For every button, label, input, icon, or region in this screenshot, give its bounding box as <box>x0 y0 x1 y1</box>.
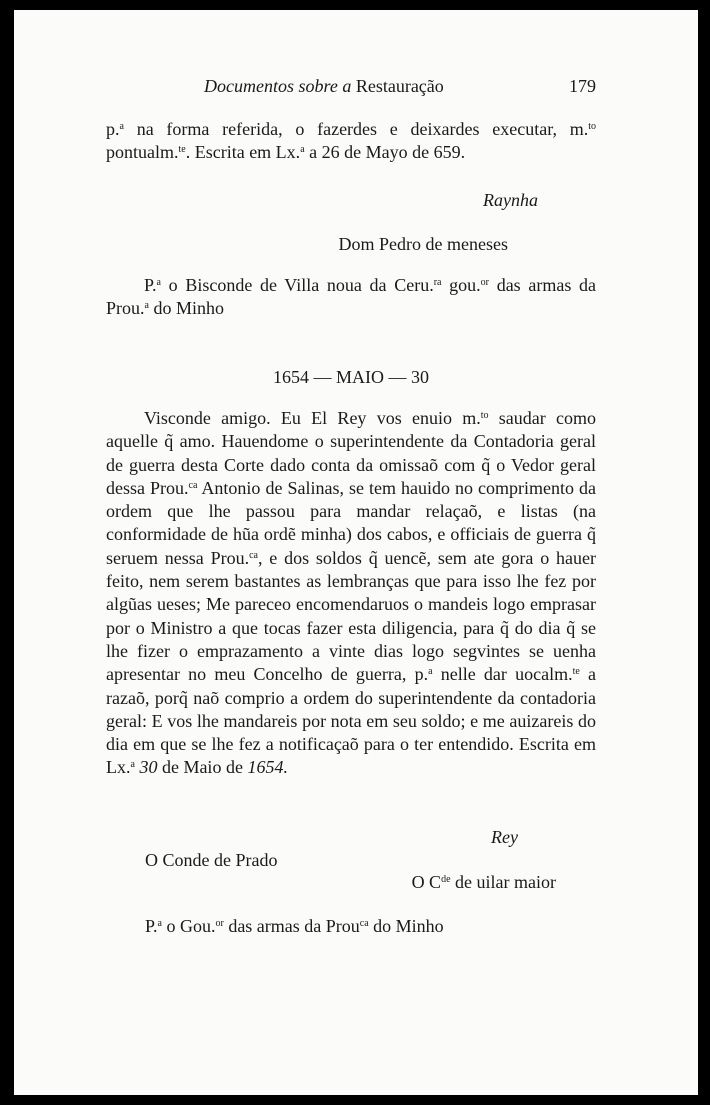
letter2-body: Visconde amigo. Eu El Rey vos enuio m.$^{to}$ saudar como aquelle q̃ amo. Hauendome o superintendente da Contadoria geral de guerra desta Corte dado conta da omissaõ com q̃ o Vedor geral dessa Prou.$^{ca}$ Antonio de Salinas, se tem hauido no comprimento da ordem que lhe passou para mandar relaçaõ, e listas (na conformidade de hũa ordẽ minha) dos cabos, e officiais de guerra q̃ seruem nessa Prou.$^{ca}$, e dos soldos q̃ uencẽ, sem ate gora o hauer feito, nem serem bastantes as lembranças que para isso lhe fez por algũas ueses; Me pareceo encomendaruos o mandeis logo emprasar por o Ministro a que tocas fazer esta diligencia, para q̃ do dia q̃ se lhe fizer o emprazamento a vinte dias logo segvintes se uenha apresentar no meu Concelho de guerra, p.$^a$ nelle dar uocalm.$^{te}$ a razaõ, porq̃ naõ comprio a ordem do superintendente da contadoria geral: E vos lhe mandareis por nota em seu soldo; e me auizareis do dia em que se lhe fez a notificaçaõ para o ter entendido. Escrita em Lx.$^a$ 30 de Maio de 1654. <box>106 408 596 778</box>
letter2-date-heading: 1654 — MAIO — 30 <box>273 367 429 387</box>
letter1-body: p.$^a$ na forma referida, o fazerdes e deixardes executar, m.$^{to}$ pontualm.$^{te}$. Escrita em Lx.$^a$ a 26 de Mayo de 659. <box>106 119 596 163</box>
letter2-countersign-left: O Conde de Prado <box>145 850 278 870</box>
page-number: 179 <box>569 76 596 96</box>
letter1-countersign: Dom Pedro de meneses <box>338 234 508 254</box>
letter2-signature: Rey <box>491 827 518 847</box>
document-page <box>14 10 698 1095</box>
letter2-address: P.$^a$ o Gou.$^{or}$ das armas da Prou$^{ca}$ do Minho <box>145 916 444 936</box>
letter1-address: P.$^a$ o Bisconde de Villa noua da Ceru.$^{ra}$ gou.$^{or}$ das armas da Prou.$^a$ do Minho <box>106 275 596 319</box>
letter2-countersign-right: O Cde de uilar maior <box>411 872 556 892</box>
letter1-signature: Raynha <box>483 190 538 210</box>
running-title-rest: Restauração <box>355 76 444 96</box>
running-title <box>204 74 444 98</box>
running-title-italic: Documentos sobre a <box>204 76 352 96</box>
